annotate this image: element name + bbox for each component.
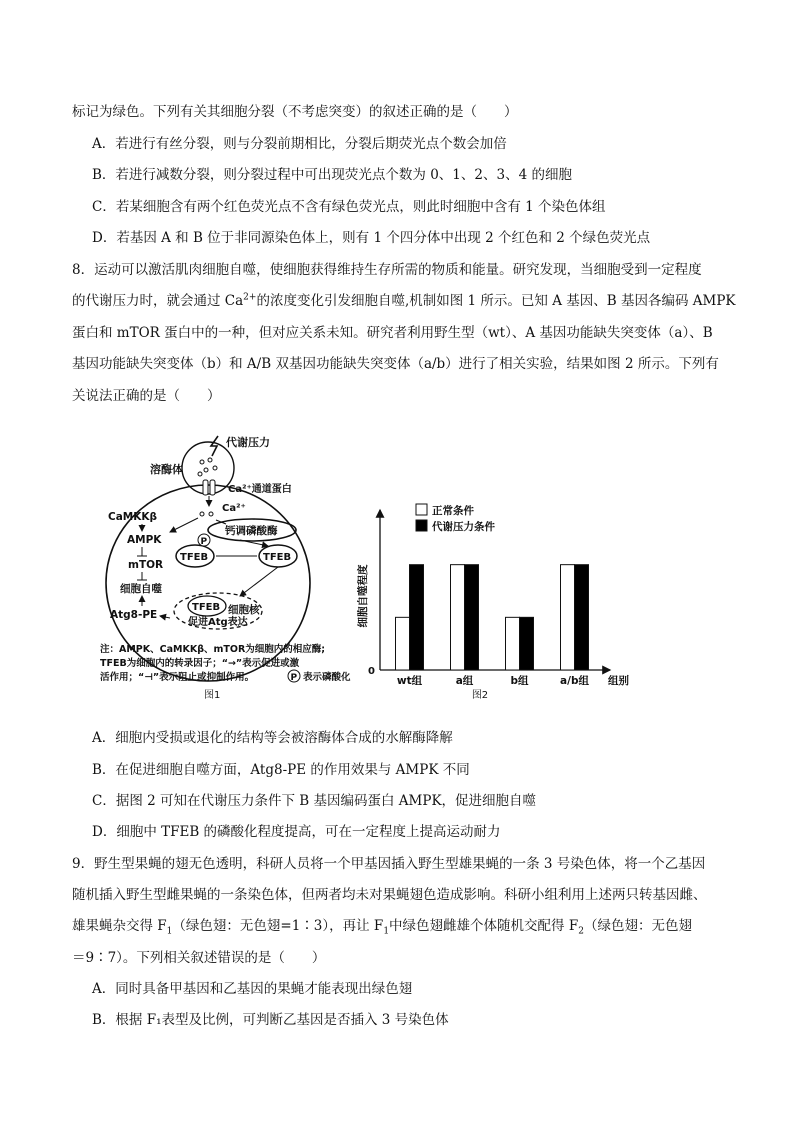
figure1-note-line2: TFEB为细胞内的转录因子；“→”表示促进或激	[100, 658, 300, 669]
q8-option-c: C．据图 2 可知在代谢压力条件下 B 基因编码蛋白 AMPK，促进细胞自噬	[92, 793, 537, 809]
label-ampk: AMPK	[127, 534, 162, 546]
bar-2-0	[506, 617, 520, 670]
figure-area	[100, 428, 630, 718]
q8-stem-line2: 的代谢压力时，就会通过 $Ca^{2+}$的浓度变化引发细胞自噬,机制如图 1 所示。已知 A 基因、B 基因各编码 AMPK	[72, 292, 736, 309]
q8-stem-line4: 基因功能缺失突变体（b）和 A/B 双基因功能缺失突变体（a/b）进行了相关实验，结果如图 2 所示。下列有	[72, 356, 719, 372]
q7-option-c: C．若某细胞含有两个红色荧光点不含有绿色荧光点，则此时细胞中含有 1 个染色体组	[92, 199, 606, 215]
label-nucleus: 细胞核	[228, 604, 260, 616]
q9-option-b: B．根据 F₁表型及比例，可判断乙基因是否插入 3 号染色体	[92, 1012, 449, 1028]
y-axis-label: 细胞自噬程度	[357, 564, 369, 628]
q9-stem-line4: ＝9∶7）。下列相关叙述错误的是（ ）	[72, 950, 326, 966]
x-tick-label-3: a/b组	[560, 675, 589, 687]
label-autophagy: 细胞自噬	[120, 583, 162, 595]
figure1-note-line3: 活作用；“⊣”表示阻止或抑制作用。	[100, 672, 255, 683]
bar-2-1	[520, 617, 534, 670]
label-stress: 代谢压力	[226, 436, 270, 449]
x-tick-label-2: b组	[510, 675, 529, 687]
q9-stem-line3: 雄果蝇杂交得 $F_1$（绿色翅：无色翅=1∶3），再让 $F_1$中绿色翅雌雄个体随机交配得 $F_2$（绿色翅：无色翅	[72, 918, 692, 937]
label-camkk: CaMKKβ	[108, 511, 158, 523]
legend-label-0: 正常条件	[432, 505, 474, 517]
q9-option-a: A．同时具备甲基因和乙基因的果蝇才能表现出绿色翅	[92, 981, 413, 997]
figure1-note-line3b: 表示磷酸化	[303, 672, 351, 683]
q8-stem-line3: 蛋白和 mTOR 蛋白中的一种，但对应关系未知。研究者利用野生型（wt）、A 基因功能缺失突变体（a）、B	[72, 325, 713, 341]
label-mtor: mTOR	[128, 559, 164, 571]
figure1-note-line1: 注：AMPK、CaMKKβ、mTOR为细胞内的相应酶;	[100, 644, 326, 655]
label-promote: 促进Atg表达	[188, 617, 248, 628]
label-tfeb: TFEB	[263, 552, 292, 563]
figure1-caption: 图1	[204, 690, 221, 701]
q8-option-a: A．细胞内受损或退化的结构等会被溶酶体合成的水解酶降解	[92, 730, 453, 746]
figure2-chart	[356, 504, 629, 701]
bar-3-1	[575, 565, 589, 670]
q9-stem-line1: 9．野生型果蝇的翅无色透明，科研人员将一个甲基因插入野生型雄果蝇的一条 3 号染色体，将一个乙基因	[72, 856, 706, 872]
figure1-diagram	[100, 435, 351, 701]
x-axis-label: 组别	[608, 675, 629, 687]
phospho-p-icon: P	[200, 537, 208, 547]
q7-option-b: B．若进行减数分裂，则分裂过程中可出现荧光点个数为 0、1、2、3、4 的细胞	[92, 167, 572, 183]
label-tfeb-p: TFEB	[180, 552, 209, 563]
q9-stem-line2: 随机插入野生型雌果蝇的一条染色体，但两者均未对果蝇翅色造成影响。科研小组利用上述两只转基因雌、	[72, 887, 707, 903]
q7-option-d: D．若基因 A 和 B 位于非同源染色体上，则有 1 个四分体中出现 2 个红色和 2 个绿色荧光点	[92, 230, 651, 246]
label-tfeb-nucleus: TFEB	[192, 602, 221, 613]
figures-svg	[100, 428, 630, 718]
legend-label-1: 代谢压力条件	[432, 521, 495, 533]
label-atg8: Atg8-PE	[110, 609, 158, 621]
figure2-caption: 图2	[471, 690, 489, 701]
bar-0-1	[410, 565, 424, 670]
bar-0-0	[396, 617, 410, 670]
origin-label: 0	[368, 666, 375, 677]
label-lysosome: 溶酶体	[150, 463, 183, 476]
stress-lightning-icon	[211, 436, 218, 456]
note-p-icon: P	[290, 673, 298, 683]
x-tick-label-0: wt组	[396, 675, 423, 687]
bar-1-0	[451, 565, 465, 670]
legend-swatch-1	[416, 520, 427, 531]
bar-1-1	[465, 565, 479, 670]
q7-stem: 标记为绿色。下列有关其细胞分裂（不考虑突变）的叙述正确的是（ ）	[72, 104, 518, 120]
q8-stem-line5: 关说法正确的是（ ）	[72, 388, 221, 404]
q8-option-b: B．在促进细胞自噬方面，Atg8-PE 的作用效果与 AMPK 不同	[92, 762, 470, 778]
bar-3-0	[561, 565, 575, 670]
label-ca: Ca²⁺	[222, 503, 246, 514]
label-ca-channel: Ca²⁺通道蛋白	[228, 484, 292, 495]
q8-stem-line1: 8．运动可以激活肌肉细胞自噬，使细胞获得维持生存所需的物质和能量。研究发现，当细胞受到一定程度	[72, 262, 702, 278]
q7-option-a: A．若进行有丝分裂，则与分裂前期相比，分裂后期荧光点个数会加倍	[92, 136, 507, 152]
label-calcineurin: 钙调磷酸酶	[225, 525, 278, 537]
legend-swatch-0	[416, 504, 427, 515]
q8-option-d: D．细胞中 TFEB 的磷酸化程度提高，可在一定程度上提高运动耐力	[92, 824, 501, 840]
x-tick-label-1: a组	[455, 675, 474, 687]
